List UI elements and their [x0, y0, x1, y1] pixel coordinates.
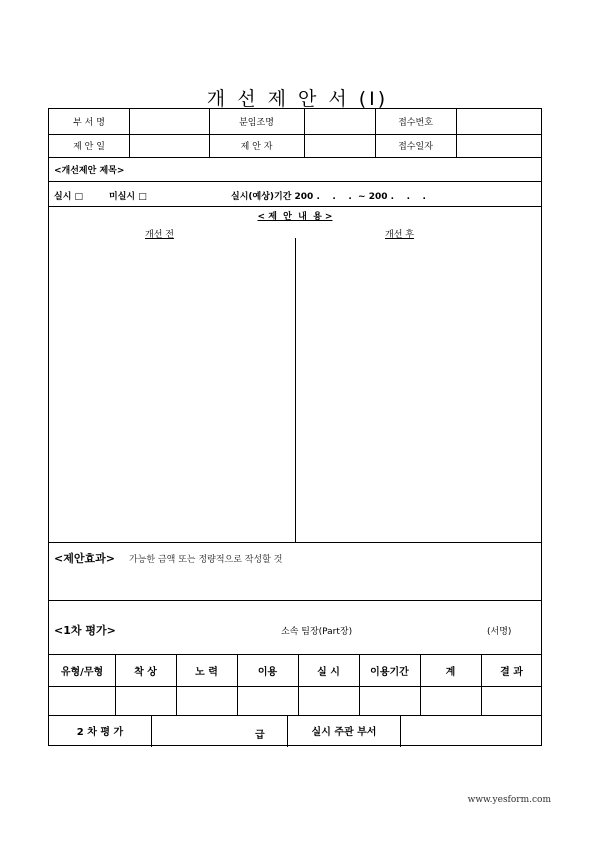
receipt-date-label: 접수일자	[398, 142, 433, 152]
first-eval-label: <1차 평가>	[54, 624, 116, 637]
team-leader-label: 소속 팀장(Part장)	[281, 627, 353, 637]
eval-cell-type[interactable]	[49, 687, 115, 715]
date-field[interactable]	[130, 134, 209, 157]
receipt-no-label: 접수번호	[398, 118, 433, 128]
sign-label: (서명)	[487, 627, 512, 637]
date-label: 제 안 일	[73, 142, 105, 152]
eval-header-effort: 노 력	[195, 666, 218, 678]
proposer-label: 제 안 자	[240, 142, 273, 152]
eval-header-use: 이용	[257, 666, 278, 678]
section-field[interactable]	[305, 109, 375, 134]
eval-cell-use[interactable]	[238, 687, 298, 715]
receipt-no-field[interactable]	[457, 109, 542, 134]
second-eval-label: 2 차 평 가	[76, 727, 124, 738]
eval-header-result: 결 과	[500, 666, 523, 678]
eval-cell-period[interactable]	[360, 687, 420, 715]
content-divider	[295, 238, 296, 542]
before-label: 개선 전	[145, 230, 174, 240]
exec-dept-field[interactable]	[401, 715, 542, 746]
eval-cell-execution[interactable]	[299, 687, 359, 715]
grade-label: 급	[255, 730, 265, 741]
exec-dept-label: 실시 주관 부서	[311, 727, 377, 738]
eval-cell-result[interactable]	[482, 687, 542, 715]
effect-label: <제안효과>	[54, 552, 115, 565]
effect-hint: 가능한 금액 또는 정량적으로 작성할 것	[129, 555, 283, 565]
eval-header-execution: 실 시	[317, 666, 340, 678]
eval-header-type: 유형/무형	[60, 666, 104, 678]
done-checkbox[interactable]: 실시 □	[54, 192, 84, 202]
dept-field[interactable]	[130, 109, 209, 134]
footer-url: www.yesform.com	[467, 795, 551, 805]
section-label: 분임조명	[239, 118, 274, 128]
dept-label: 부 서 명	[73, 118, 105, 128]
not-done-checkbox[interactable]: 미실시 □	[109, 192, 147, 202]
effect-field[interactable]	[53, 567, 539, 597]
eval-header-period: 이용기간	[370, 666, 409, 678]
content-heading: < 제 안 내 용 >	[257, 212, 333, 222]
eval-cell-idea[interactable]	[116, 687, 176, 715]
proposer-field[interactable]	[305, 134, 375, 157]
subject-label: <개선제안 제목>	[54, 166, 125, 176]
eval-header-total: 계	[445, 666, 456, 678]
eval-header-idea: 착 상	[134, 666, 157, 678]
after-area[interactable]	[301, 241, 537, 539]
before-area[interactable]	[53, 241, 291, 539]
after-label: 개선 후	[385, 230, 414, 240]
grade-field[interactable]	[152, 715, 287, 746]
document-title: 개 선 제 안 서 (I)	[206, 88, 389, 110]
receipt-date-field[interactable]	[457, 134, 542, 157]
eval-cell-total[interactable]	[421, 687, 481, 715]
proposal-form	[48, 108, 542, 746]
eval-cell-effort[interactable]	[177, 687, 237, 715]
period-text: 실시(예상)기간 200 . . . ~ 200 . . .	[231, 192, 426, 202]
